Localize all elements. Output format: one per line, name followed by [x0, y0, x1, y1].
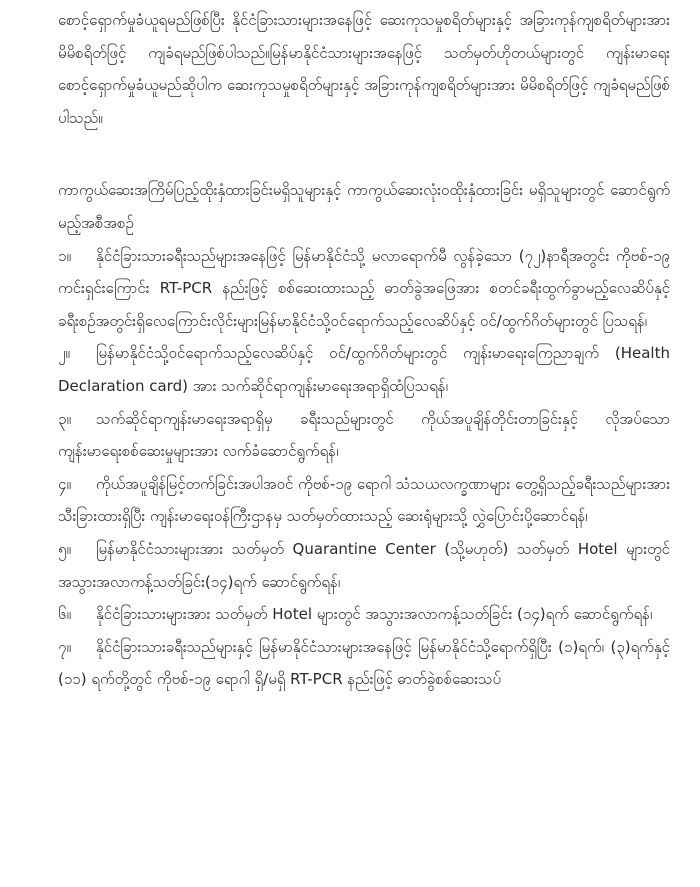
list-item-number: ၃။ [58, 409, 71, 428]
list-item-text: မြန်မာနိုင်ငံသားများအား သတ်မှတ် Quarantine Center (သို့မဟုတ်) သတ်မှတ် Hotel များတွင် အသွားအလာကန့်သတ်ခြင်း(၁၄)ရက် ဆောင်ရွက်ရန်၊ [58, 539, 670, 591]
list-item-number: ၂။ [58, 344, 70, 363]
list-item [58, 598, 670, 631]
list-item-text: နိုင်ငံခြားသားခရီးသည်များအနေဖြင့် မြန်မာနိုင်ငံသို့ မလာရောက်မီ လွန်ခဲ့သော (၇၂)နာရီအတွင်း ကိုဗစ်-၁၉ ကင်းရှင်းကြောင်း RT-PCR နည်းဖြင့် စစ်ဆေးထားသည့် ဓာတ်ခွဲအဖြေအား စတင်ခရီးထွက်ခွာမည့်လေဆိပ်နှင့်ခရီးစဉ်အတွင်းရှိလေကြောင်းလိုင်းများမြန်မာနိုင်ငံသို့ဝင်ရောက်သည့်လေဆိပ်နှင့် ဝင်/ထွက်ဂိတ်များတွင် ပြသရန်၊ [58, 246, 670, 330]
section-heading: ကာကွယ်ဆေးအကြိမ်ပြည့်ထိုးနှံထားခြင်းမရှိသူများနှင့် ကာကွယ်ဆေးလုံးဝထိုးနှံထားခြင်း မရှိသူများတွင် ဆောင်ရွက်မည့်အစီအစဉ် [58, 181, 670, 232]
list-item [58, 337, 670, 402]
list-item [58, 533, 670, 598]
list-item-number: ၆။ [58, 605, 71, 624]
list-item [58, 631, 670, 696]
list-item-text: နိုင်ငံခြားသားများအား သတ်မှတ် Hotel များတွင် အသွားအလာကန့်သတ်ခြင်း (၁၄)ရက် ဆောင်ရွက်ရန်၊ [96, 605, 653, 624]
list-item [58, 240, 670, 338]
list-item-number: ၇။ [58, 637, 71, 656]
list-item-number: ၅။ [58, 539, 71, 558]
list-item-text: နိုင်ငံခြားသားခရီးသည်များနှင့် မြန်မာနိုင်ငံသားများအနေဖြင့် မြန်မာနိုင်ငံသို့ရောက်ရှိပြီး (၁)ရက်၊ (၃)ရက်နှင့် (၁၁) ရက်တို့တွင် ကိုဗစ်-၁၉ ရောဂါ ရှိ/မရှိ RT-PCR နည်းဖြင့် ဓာတ်ခွဲစစ်ဆေးသပ် [58, 637, 670, 689]
list-item-number: ၁။ [58, 246, 71, 265]
intro-paragraph: စောင့်ရှောက်မှုခံယူရမည်ဖြစ်ပြီး နိုင်ငံခြားသားများအနေဖြင့် ဆေးကုသမှုစရိတ်များနှင့် အခြားကုန်ကျစရိတ်များအား မိမိစရိတ်ဖြင့် ကျခံရမည်ဖြစ်ပါသည်။မြန်မာနိုင်ငံသားများအနေဖြင့် သတ်မှတ်ဟိုတယ်များတွင် ကျန်းမာရေးစောင့်ရှောက်မှုခံယူမည်ဆိုပါက ဆေးကုသမှုစရိတ်များနှင့် အခြားကုန်ကျစရိတ်များအား မိမိစရိတ်ဖြင့် ကျခံရမည်ဖြစ်ပါသည်။ [58, 11, 670, 127]
list-item-text: ကိုယ်အပူချိန်မြင့်တက်ခြင်းအပါအဝင် ကိုဗစ်-၁၉ ရောဂါ သံသယလက္ခဏာများ တွေ့ရှိသည့်ခရီးသည်များအား သီးခြားထားရှိပြီး ကျန်းမာရေးဝန်ကြီးဌာနမှ သတ်မှတ်ထားသည့် ဆေးရုံများသို့ လွှဲပြောင်းပို့ဆောင်ရန်၊ [58, 474, 670, 526]
list-item-text: မြန်မာနိုင်ငံသို့ဝင်ရောက်သည့်လေဆိပ်နှင့် ဝင်/ထွက်ဂိတ်များတွင် ကျန်းမာရေးကြေညာချက် (Health Declaration card) အား သက်ဆိုင်ရာကျန်းမာရေးအရာရှိထံပြသရန်၊ [58, 344, 670, 395]
list-item-text: သက်ဆိုင်ရာကျန်းမာရေးအရာရှိမှ ခရီးသည်များတွင် ကိုယ်အပူချိန်တိုင်းတာခြင်းနှင့် လိုအပ်သော ကျန်းမာရေးစစ်ဆေးမှုများအား လက်ခံဆောင်ရွက်ရန်၊ [58, 409, 670, 461]
list-item [58, 403, 670, 468]
list-item [58, 468, 670, 533]
list-item-number: ၄။ [58, 474, 71, 493]
